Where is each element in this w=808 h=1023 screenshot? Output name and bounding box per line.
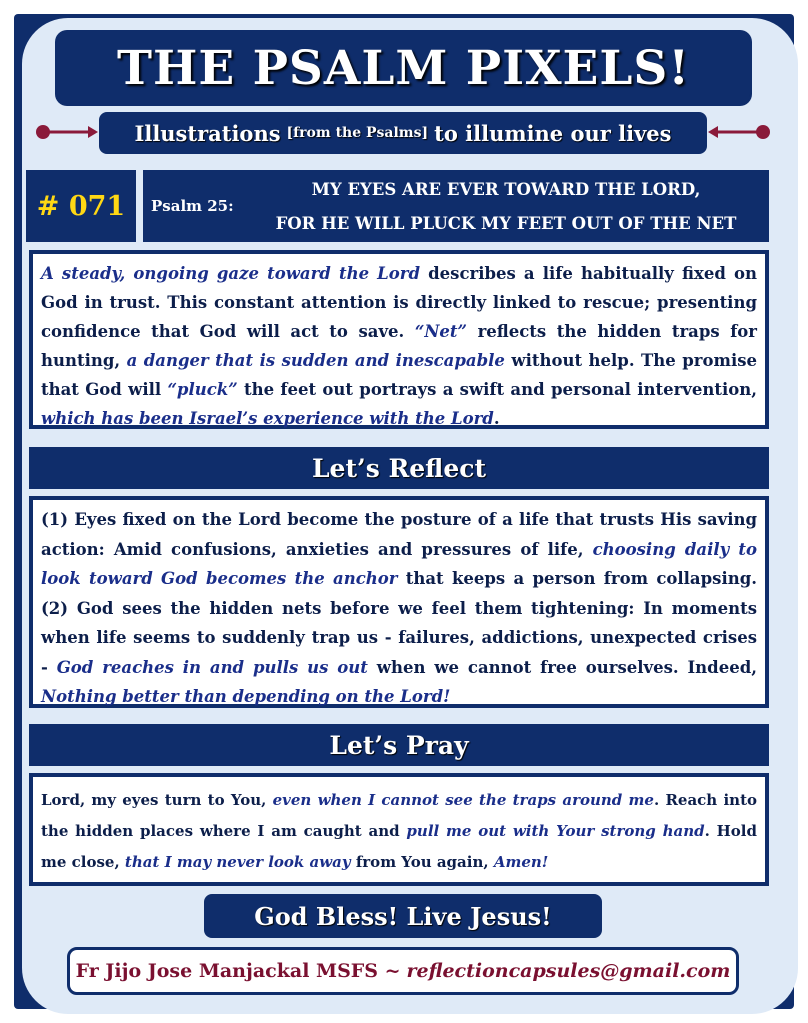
verse-banner <box>143 170 769 242</box>
explanation-part: “pluck” <box>167 380 238 399</box>
subtitle-small: [from the Psalms] <box>286 125 429 141</box>
reflect-part: choosing daily to look toward God becomes the anchor <box>41 539 757 588</box>
explanation-text <box>29 250 769 429</box>
explanation-part: A steady, ongoing gaze toward the Lord <box>41 264 421 283</box>
left-connector-icon <box>34 124 100 140</box>
prayer-part: pull me out with Your strong hand <box>406 822 705 840</box>
explanation-part: . <box>493 409 500 428</box>
reflect-part: (1) Eyes fixed on the Lord become the posture of a life that trusts His saving action: Amid confusions, anxieties and pressures of life, <box>41 510 757 559</box>
right-connector-icon <box>706 124 772 140</box>
subtitle-part2: to illumine our lives <box>434 120 672 146</box>
subtitle-part1: Illustrations <box>134 120 281 146</box>
prayer-part: Amen! <box>493 853 549 871</box>
pray-heading: Let’s Pray <box>29 724 769 766</box>
verse-line-2: FOR HE WILL PLUCK MY FEET OUT OF THE NET <box>275 214 737 233</box>
explanation-part: which has been Israel’s experience with the Lord <box>41 409 494 428</box>
author-name: Fr Jijo Jose Manjackal MSFS ~ <box>75 960 401 982</box>
prayer-part: . Hold me close, <box>41 822 757 871</box>
prayer-part: from You again, <box>350 853 494 871</box>
entry-number: # 071 <box>26 170 136 242</box>
prayer-part: Lord, my eyes turn to You, <box>41 791 273 809</box>
prayer-part: that I may never look away <box>124 853 351 871</box>
reflect-text <box>29 496 769 708</box>
prayer-part: even when I cannot see the traps around me <box>272 791 654 809</box>
explanation-part: “Net” <box>414 322 468 341</box>
prayer-text <box>29 773 769 886</box>
reflect-heading: Let’s Reflect <box>29 447 769 489</box>
explanation-part: without help. The promise that God will <box>41 351 758 399</box>
blessing-banner: God Bless! Live Jesus! <box>204 894 602 938</box>
reflect-part: God reaches in and pulls us out <box>56 657 368 677</box>
subtitle-banner <box>99 112 707 154</box>
explanation-part: the feet out portrays a swift and personal intervention, <box>237 380 757 399</box>
reflect-part: Nothing better than depending on the Lord! <box>41 687 451 706</box>
prayer-part: . Reach into the hidden places where I am caught and <box>41 791 757 840</box>
verse-line-1: MY EYES ARE EVER TOWARD THE LORD, <box>311 180 701 199</box>
author-email[interactable]: reflectioncapsules@gmail.com <box>406 960 731 982</box>
author-credit <box>67 947 739 995</box>
reflect-part: when we cannot free ourselves. Indeed, <box>367 657 757 677</box>
verse-reference: Psalm 25: <box>151 197 234 215</box>
page-title: THE PSALM PIXELS! <box>57 32 750 104</box>
reflect-part: that keeps a person from collapsing. (2) God sees the hidden nets before we feel them tightening: In moments when life seems to suddenly trap us - failures, addictions, unexpected crises - <box>41 569 757 677</box>
explanation-part: describes a life habitually fixed on God in trust. This constant attention is directly linked to rescue; presenting confidence that God will act to save. <box>41 264 757 341</box>
explanation-part: reflects the hidden traps for hunting, <box>41 322 757 370</box>
explanation-part: a danger that is sudden and inescapable <box>126 351 505 370</box>
